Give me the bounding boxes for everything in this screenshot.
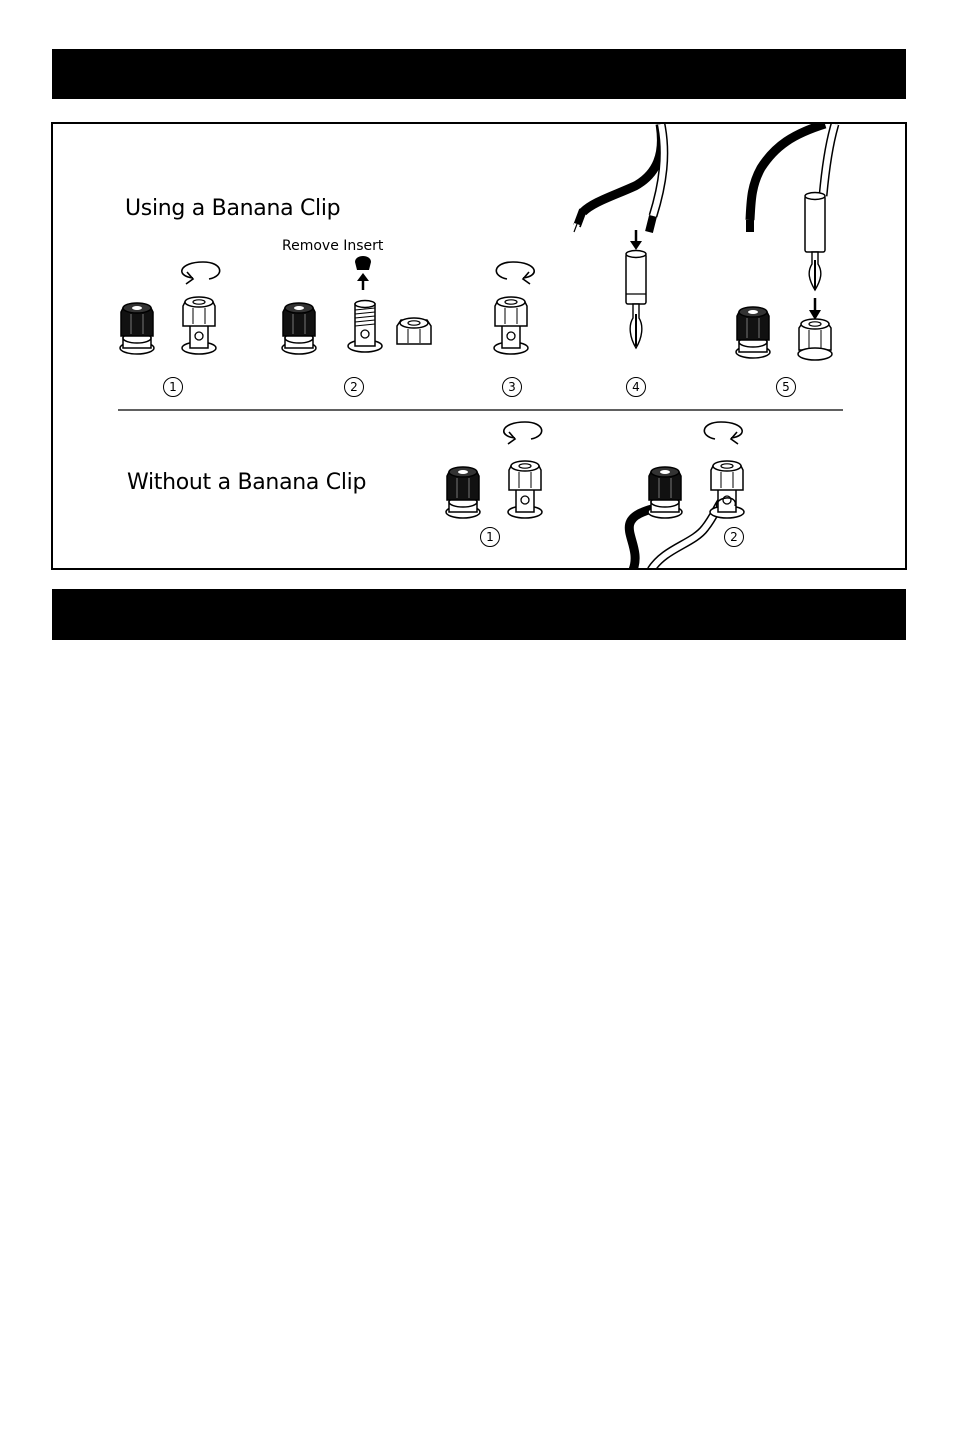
step-number-without-clip-2: 2 <box>724 527 744 547</box>
remove-insert-label: Remove Insert <box>282 238 384 254</box>
step-number-with-clip-5: 5 <box>776 377 796 397</box>
step-number-with-clip-4: 4 <box>626 377 646 397</box>
step-number-with-clip-2: 2 <box>344 377 364 397</box>
binding-post-illustration <box>53 124 905 568</box>
section-title-without-banana-clip: Without a Banana Clip <box>127 470 367 495</box>
header-bar-top <box>52 49 906 99</box>
diagram-frame <box>51 122 907 570</box>
section-title-with-banana-clip: Using a Banana Clip <box>125 196 341 221</box>
step-number-with-clip-3: 3 <box>502 377 522 397</box>
step-number-without-clip-1: 1 <box>480 527 500 547</box>
header-bar-middle <box>52 589 906 640</box>
step-number-with-clip-1: 1 <box>163 377 183 397</box>
